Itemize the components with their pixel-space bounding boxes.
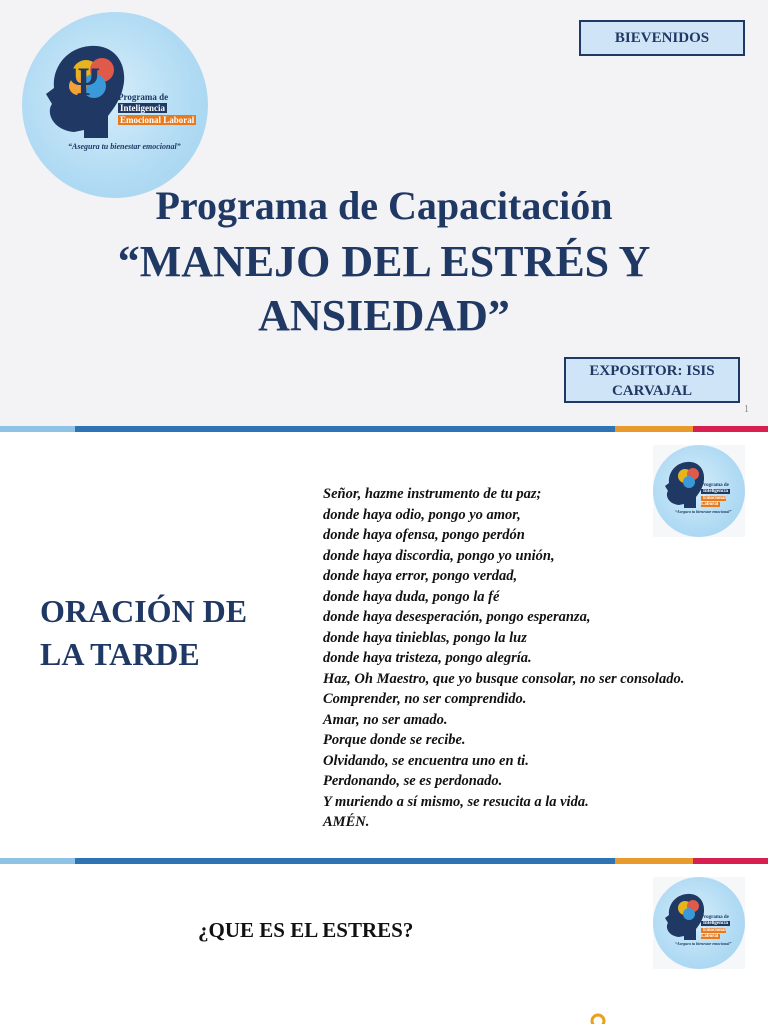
program-logo-small bbox=[653, 877, 745, 969]
title-line1: Programa de Capacitación bbox=[155, 183, 613, 228]
key-icon bbox=[588, 1011, 608, 1024]
prayer-line: AMÉN. bbox=[323, 814, 370, 830]
program-logo bbox=[22, 12, 208, 198]
logo-small-line3: Emocional Laboral bbox=[701, 495, 726, 507]
prayer-line: Señor, hazme instrumento de tu paz; bbox=[323, 486, 542, 502]
logo-text bbox=[118, 92, 196, 126]
logo-small-tagline: “Asegura tu bienestar emocional” bbox=[675, 941, 732, 946]
logo-small-line2: Inteligencia bbox=[703, 921, 728, 927]
prayer-line: Amar, no ser amado. bbox=[323, 711, 448, 728]
logo-tagline: “Asegura tu bienestar emocional” bbox=[68, 142, 181, 151]
prayer-line: Olvidando, se encuentra uno en ti. bbox=[323, 752, 529, 769]
title-line2: “MANEJO DEL ESTRÉS Y bbox=[117, 237, 651, 286]
prayer-line: donde haya discordia, pongo yo unión, bbox=[323, 547, 555, 564]
page-number: 1 bbox=[744, 404, 749, 415]
presenter-box bbox=[564, 357, 740, 403]
prayer-line: donde haya desesperación, pongo esperanza, bbox=[323, 609, 591, 625]
prayer-heading-line1: ORACIÓN DE bbox=[40, 593, 248, 629]
prayer-heading bbox=[40, 590, 247, 676]
logo-small-frame bbox=[653, 877, 745, 969]
presenter-line1: EXPOSITOR: ISIS bbox=[589, 363, 715, 379]
slide-what-is-stress bbox=[0, 865, 768, 1024]
prayer-line: donde haya ofensa, pongo perdón bbox=[323, 527, 525, 543]
slide-prayer bbox=[0, 432, 768, 858]
title-line3: ANSIEDAD” bbox=[258, 291, 510, 340]
prayer-line: donde haya odio, pongo yo amor, bbox=[323, 506, 521, 523]
slide-title bbox=[0, 0, 768, 426]
logo-small-line3: Emocional Laboral bbox=[701, 927, 726, 939]
welcome-box: BIEVENIDOS bbox=[579, 20, 745, 56]
presenter-line2: CARVAJAL bbox=[611, 383, 693, 399]
logo-small-line2: Inteligencia bbox=[703, 489, 728, 495]
prayer-line: Haz, Oh Maestro, que yo busque consolar, no ser consolado. bbox=[323, 670, 685, 687]
prayer-line: donde haya error, pongo verdad, bbox=[323, 568, 518, 584]
logo-text-small bbox=[701, 915, 745, 940]
logo-line3: Emocional Laboral bbox=[120, 114, 195, 125]
prayer-line: donde haya tinieblas, pongo la luz bbox=[323, 629, 527, 646]
prayer-line: donde haya tristeza, pongo alegría. bbox=[323, 650, 532, 666]
prayer-line: Porque donde se recibe. bbox=[323, 732, 466, 748]
logo-small-tagline: “Asegura tu bienestar emocional” bbox=[675, 509, 732, 514]
prayer-line: Comprender, no ser comprendido. bbox=[323, 691, 527, 707]
logo-text-small bbox=[701, 483, 745, 508]
stress-heading: ¿QUE ES EL ESTRES? bbox=[198, 918, 414, 942]
logo-line1: Programa de bbox=[118, 92, 169, 102]
prayer-line: Y muriendo a sí mismo, se resucita a la vida. bbox=[323, 793, 589, 810]
prayer-line: Perdonando, se es perdonado. bbox=[323, 773, 503, 789]
prayer-line: donde haya duda, pongo la fé bbox=[323, 588, 500, 605]
divider-stripe bbox=[0, 858, 768, 864]
prayer-text bbox=[323, 484, 684, 833]
logo-small-line1: Programa de bbox=[701, 483, 729, 488]
logo-line2: Inteligencia bbox=[120, 103, 165, 114]
logo-small-line1: Programa de bbox=[701, 915, 729, 920]
psi-symbol: Ψ bbox=[68, 59, 100, 104]
prayer-heading-line2: LA TARDE bbox=[40, 636, 200, 672]
